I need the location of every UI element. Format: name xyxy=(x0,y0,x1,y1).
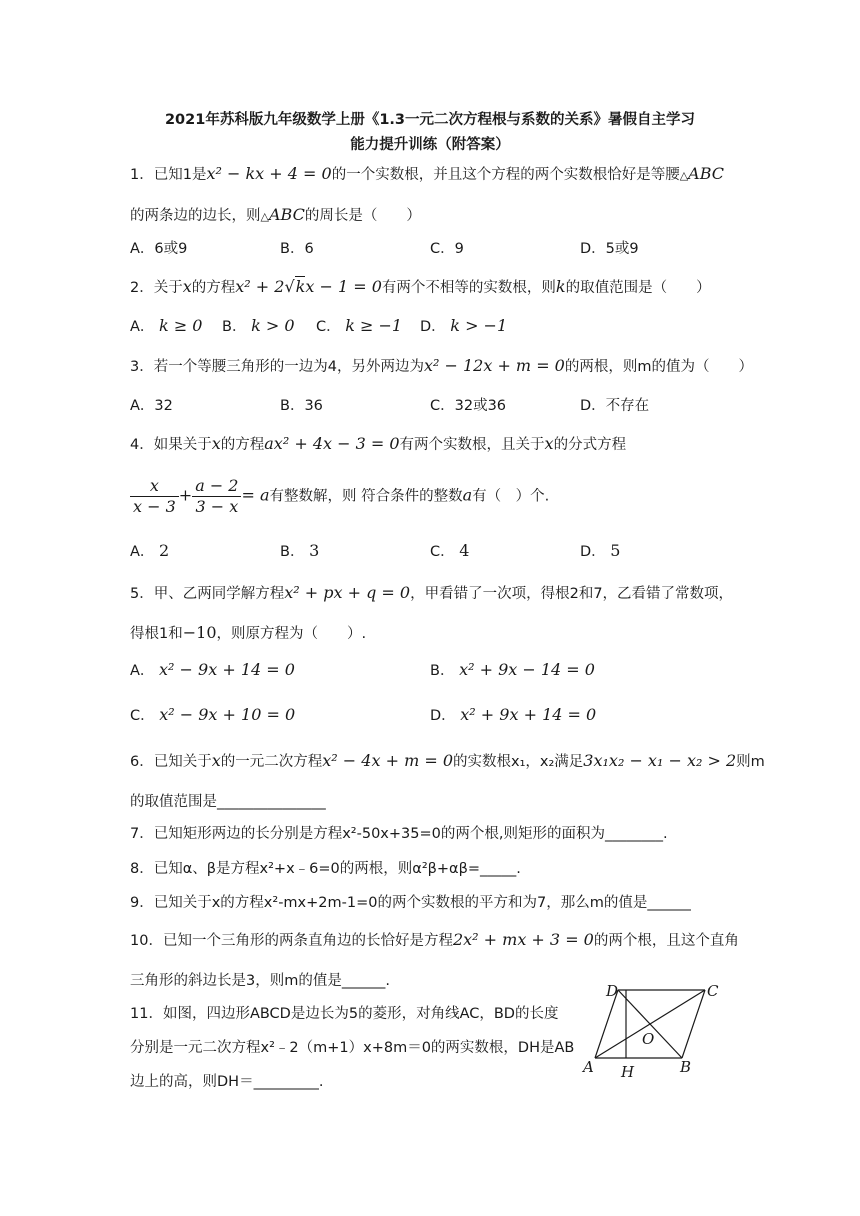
q3-option-b: B．36 xyxy=(280,398,323,414)
question-11-line-3: 边上的高，则DH＝_________. xyxy=(130,1074,324,1090)
title-line-2: 能力提升训练（附答案） xyxy=(350,137,510,153)
label-d: D xyxy=(606,982,619,1000)
question-11-line-2: 分别是一元二次方程x²﹣2（m+1）x+8m＝0的两实数根，DH是AB xyxy=(130,1040,575,1056)
q3-option-d: D．不存在 xyxy=(580,398,650,414)
q2-option-b: B． k > 0 xyxy=(222,316,295,335)
q5-option-c: C． x² − 9x + 10 = 0 xyxy=(130,705,296,724)
q5-option-d: D． x² + 9x + 14 = 0 xyxy=(430,705,597,724)
question-10-line-2: 三角形的斜边长是3，则m的值是______. xyxy=(130,973,390,989)
label-c: C xyxy=(707,982,719,1000)
question-9: 9．已知关于x的方程x²-mx+2m-1=0的两个实数根的平方和为7，那么m的值是______ xyxy=(130,895,691,911)
question-1-line-2: 的两条边的边长，则△ABC的周长是（ ） xyxy=(130,205,421,224)
question-5-line-2: 得根1和−10，则原方程为（ ）. xyxy=(130,623,367,642)
q4-option-d: D． 5 xyxy=(580,541,621,560)
question-4-line-2: $\frac{x}{x - 3}$ + $\frac{a - 2}{3 - x}$ = a有整数解，则 符合条件的整数a有（ ）个. xyxy=(130,476,549,517)
question-10-line-1: 10．已知一个三角形的两条直角边的长恰好是方程2x² + mx + 3 = 0的两个根，且这个直角 xyxy=(130,930,739,949)
label-b: B xyxy=(680,1058,692,1076)
fraction-2: $\frac{a - 2}{3 - x}$ xyxy=(192,476,241,517)
side-ad xyxy=(595,990,618,1058)
q1-option-a: A．6或9 xyxy=(130,241,188,257)
question-2-line: 2．关于x的方程x² + 2√kx − 1 = 0有两个不相等的实数根，则k的取值范围是（ ） xyxy=(130,277,711,296)
side-cb xyxy=(682,990,705,1058)
question-8: 8．已知α、β是方程x²+x﹣6=0的两根，则α²β+αβ=_____. xyxy=(130,861,521,877)
q2-option-d: D． k > −1 xyxy=(420,316,508,335)
q1-option-d: D．5或9 xyxy=(580,241,639,257)
q3-option-c: C．32或36 xyxy=(430,398,507,414)
q1-option-c: C．9 xyxy=(430,241,464,257)
q2-option-c: C． k ≥ −1 xyxy=(316,316,403,335)
label-a: A xyxy=(583,1058,594,1076)
q4-option-b: B． 3 xyxy=(280,541,320,560)
q4-option-c: C． 4 xyxy=(430,541,470,560)
rhombus-figure xyxy=(580,980,720,1080)
q5-option-a: A． x² − 9x + 14 = 0 xyxy=(130,660,295,679)
question-7: 7．已知矩形两边的长分别是方程x²-50x+35=0的两个根,则矩形的面积为________. xyxy=(130,826,668,842)
question-6-line-2: 的取值范围是_______________ xyxy=(130,794,326,810)
fraction-1: $\frac{x}{x - 3}$ xyxy=(130,476,179,517)
label-h: H xyxy=(621,1063,635,1080)
question-11-line-1: 11．如图，四边形ABCD是边长为5的菱形，对角线AC，BD的长度 xyxy=(130,1006,559,1022)
q5-option-b: B． x² + 9x − 14 = 0 xyxy=(430,660,595,679)
q2-option-a: A． k ≥ 0 xyxy=(130,316,203,335)
q4-option-a: A． 2 xyxy=(130,541,170,560)
q1-option-b: B．6 xyxy=(280,241,314,257)
question-5-line-1: 5．甲、乙两同学解方程x² + px + q = 0，甲看错了一次项，得根2和7，乙看错了常数项， xyxy=(130,583,734,602)
label-o: O xyxy=(642,1030,655,1048)
q3-option-a: A．32 xyxy=(130,398,173,414)
title-line-1: 2021年苏科版九年级数学上册《1.3一元二次方程根与系数的关系》暑假自主学习 xyxy=(164,112,696,128)
question-3-line: 3．若一个等腰三角形的一边为4，另外两边为x² − 12x + m = 0的两根，则m的值为（ ） xyxy=(130,356,753,375)
question-1-line-1: 1．已知1是x² − kx + 4 = 0的一个实数根，并且这个方程的两个实数根恰好是等腰△ABC xyxy=(130,164,725,183)
question-4-line-1: 4．如果关于x的方程ax² + 4x − 3 = 0有两个实数根，且关于x的分式方程 xyxy=(130,434,627,453)
question-6-line-1: 6．已知关于x的一元二次方程x² − 4x + m = 0的实数根x₁，x₂满足3x₁x₂ − x₁ − x₂ > 2则m xyxy=(130,751,765,770)
